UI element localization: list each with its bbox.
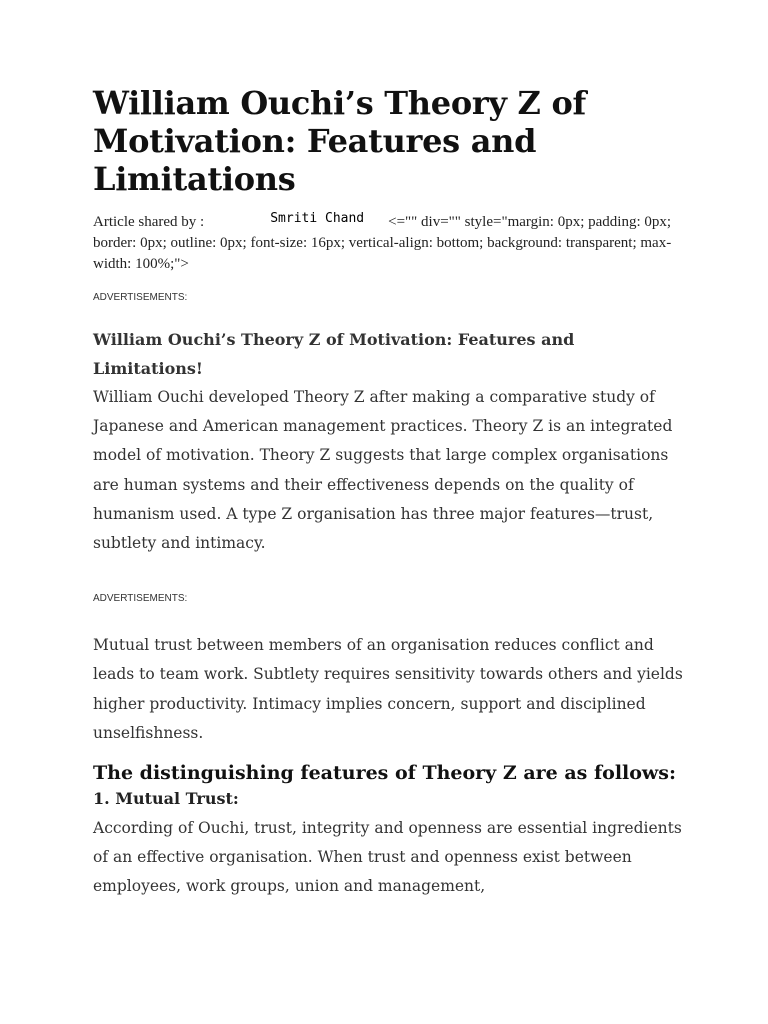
byline-prefix: Article shared by :: [93, 214, 205, 230]
article: [93, 84, 683, 902]
trust-paragraph: Mutual trust between members of an organisation reduces conflict and leads to team work. Subtlety requires sensitivity towards others and yields higher productivity. Intimacy implies concern, support and disciplined unselfishness.: [93, 636, 683, 742]
byline-markup-residue: <="" div="" style="margin: 0px; padding: 0px; border: 0px; outline: 0px; font-size: 16px; vertical-align: bottom; background: transparent; max-width: 100%;">: [93, 214, 672, 272]
author-name[interactable]: Smriti Chand: [270, 211, 365, 226]
article-subheading: William Ouchi’s Theory Z of Motivation: Features and Limitations!: [93, 330, 575, 378]
intro-paragraph: William Ouchi developed Theory Z after making a comparative study of Japanese and American management practices. Theory Z is an integrated model of motivation. Theory Z suggests that large complex organisations are human systems and their effectiveness depends on the quality of humanism used. A type Z organisation has three major features—trust, subtlety and intimacy.: [93, 388, 673, 553]
advertisement-label-2: ADVERTISEMENTS:: [93, 593, 188, 605]
byline: [93, 212, 683, 275]
advertisement-label: ADVERTISEMENTS:: [93, 292, 188, 303]
article-title: William Ouchi’s Theory Z of Motivation: Features and Limitations: [93, 84, 586, 198]
section-heading: The distinguishing features of Theory Z are as follows:: [93, 762, 676, 785]
feature-paragraph-mutual-trust: According of Ouchi, trust, integrity and openness are essential ingredients of an effective organisation. When trust and openness exist between employees, work groups, union and management,: [93, 819, 682, 896]
feature-heading-mutual-trust: 1. Mutual Trust:: [93, 789, 239, 809]
